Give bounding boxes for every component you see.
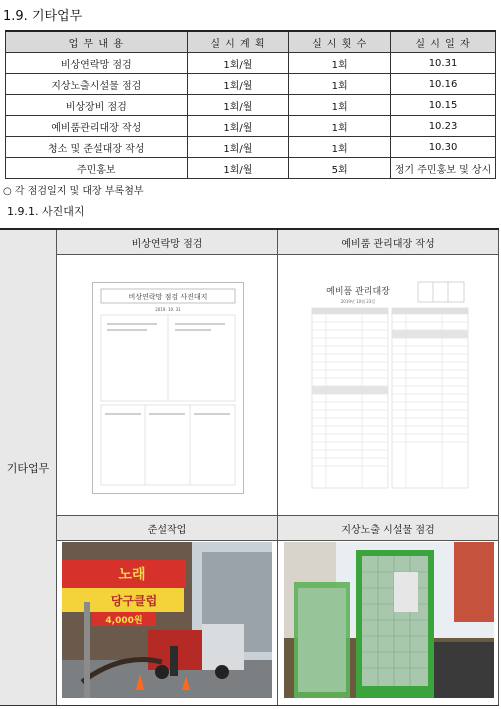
cell-count: 1회	[289, 95, 391, 116]
table-row	[6, 74, 496, 95]
cell-count: 1회	[289, 53, 391, 74]
cell-task: 비상연락망 점검	[6, 53, 188, 74]
col-header-task: 업 무 내 용	[6, 31, 188, 53]
col-header-date: 실 시 일 자	[391, 31, 496, 53]
table-header-row	[6, 31, 496, 53]
cell-plan: 1회/월	[187, 116, 289, 137]
caption-exposed-facility: 지상노출 시설물 점검	[278, 516, 498, 541]
table-row	[6, 95, 496, 116]
emergency-contact-sheet-image	[92, 282, 244, 494]
dredging-work-photo	[62, 542, 272, 698]
exposed-facility-photo	[284, 542, 494, 698]
doc1-date: 2019. 10. 31	[155, 307, 181, 312]
table-row	[6, 158, 496, 179]
subsection-title: 1.9.1. 사진대지	[7, 205, 85, 218]
cell-task: 예비품관리대장 작성	[6, 116, 188, 137]
spare-parts-ledger-image	[308, 280, 470, 492]
table-row	[6, 53, 496, 74]
cell-task: 비상장비 점검	[6, 95, 188, 116]
right-border	[498, 230, 499, 705]
cell-date: 10.16	[391, 74, 496, 95]
sign-text-2: 당구클럽	[110, 594, 158, 608]
section-title: 1.9. 기타업무	[3, 9, 83, 24]
cell-plan: 1회/월	[187, 137, 289, 158]
cell-task: 주민홍보	[6, 158, 188, 179]
sign-text-1: 노래	[118, 567, 146, 583]
cell-plan: 1회/월	[187, 158, 289, 179]
cell-date: 정기 주민홍보 및 상시	[391, 158, 496, 179]
caption-spare-parts-ledger: 예비품 관리대장 작성	[278, 230, 498, 255]
cell-plan: 1회/월	[187, 74, 289, 95]
row-label: 기타업무	[0, 230, 57, 705]
cell-plan: 1회/월	[187, 95, 289, 116]
cell-count: 1회	[289, 137, 391, 158]
cell-count: 5회	[289, 158, 391, 179]
column-divider	[277, 230, 278, 705]
work-table	[5, 30, 496, 179]
caption-emergency-contact: 비상연락망 점검	[57, 230, 277, 255]
cell-date: 10.15	[391, 95, 496, 116]
cell-date: 10.31	[391, 53, 496, 74]
doc1-title: 비상연락망 점검 사진대지	[128, 293, 208, 301]
table-row	[6, 116, 496, 137]
cell-plan: 1회/월	[187, 53, 289, 74]
photo-grid	[0, 228, 499, 706]
table-row	[6, 137, 496, 158]
cell-count: 1회	[289, 74, 391, 95]
cell-date: 10.23	[391, 116, 496, 137]
sign-text-3: 4,000원	[105, 616, 143, 626]
doc2-title: 예비품 관리대장	[326, 287, 390, 297]
col-header-plan: 실 시 계 획	[187, 31, 289, 53]
attachment-note: ○ 각 점검일지 및 대장 부록첨부	[3, 186, 144, 197]
col-header-count: 실 시 횟 수	[289, 31, 391, 53]
doc2-subtitle: 2019년 10월 23일	[340, 299, 376, 304]
cell-count: 1회	[289, 116, 391, 137]
cell-date: 10.30	[391, 137, 496, 158]
cell-task: 지상노출시설물 점검	[6, 74, 188, 95]
cell-task: 청소 및 준설대장 작성	[6, 137, 188, 158]
caption-dredging: 준설작업	[57, 516, 277, 541]
